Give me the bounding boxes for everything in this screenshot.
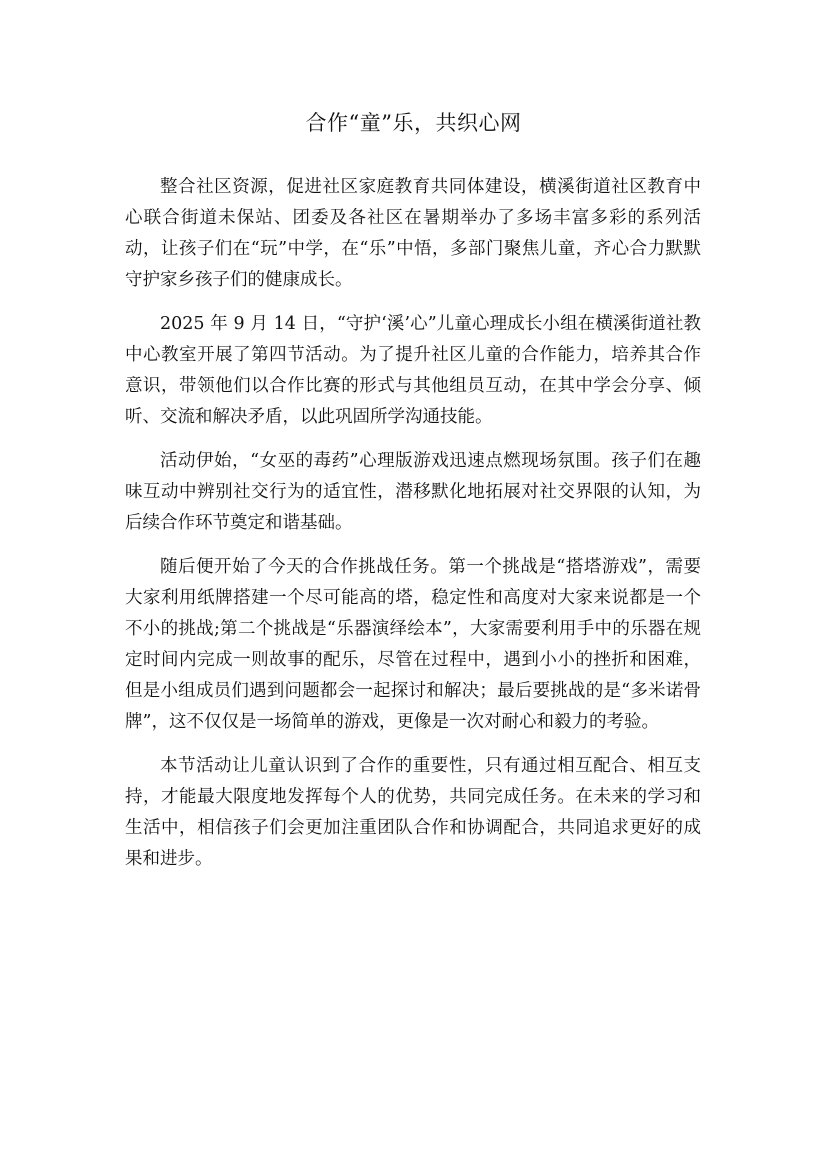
document-body	[125, 172, 701, 888]
paragraph-intro: 整合社区资源，促进社区家庭教育共同体建设，横溪街道社区教育中心联合街道未保站、团委及各社区在暑期举办了多场丰富多彩的系列活动，让孩子们在“玩”中学，在“乐”中悟，多部门聚焦儿童，齐心合力默默守护家乡孩子们的健康成长。	[125, 177, 701, 290]
paragraph-event: 2025 年 9 月 14 日，“守护‘溪’心”儿童心理成长小组在横溪街道社教中心教室开展了第四节活动。为了提升社区儿童的合作能力，培养其合作意识，带领他们以合作比赛的形式与其他组员互动，在其中学会分享、倾听、交流和解决矛盾，以此巩固所学沟通技能。	[125, 314, 701, 427]
document-title: 合作“童”乐，共织心网	[305, 111, 522, 135]
paragraph-challenges: 随后便开始了今天的合作挑战任务。第一个挑战是“搭塔游戏”，需要大家利用纸牌搭建一个尽可能高的塔，稳定性和高度对大家来说都是一个不小的挑战;第二个挑战是“乐器演绎绘本”，大家需要利用手中的乐器在规定时间内完成一则故事的配乐，尽管在过程中，遇到小小的挫折和困难，但是小组成员们遇到问题都会一起探讨和解决；最后要挑战的是“多米诺骨牌”，这不仅仅是一场简单的游戏，更像是一次对耐心和毅力的考验。	[125, 557, 701, 732]
paragraph-conclusion: 本节活动让儿童认识到了合作的重要性，只有通过相互配合、相互支持，才能最大限度地发挥每个人的优势，共同完成任务。在未来的学习和生活中，相信孩子们会更加注重团队合作和协调配合，共同追求更好的成果和进步。	[125, 756, 701, 869]
paragraph-warmup: 活动伊始，“女巫的毒药”心理版游戏迅速点燃现场氛围。孩子们在趣味互动中辨别社交行为的适宜性，潜移默化地拓展对社交界限的认知，为后续合作环节奠定和谐基础。	[125, 451, 701, 533]
